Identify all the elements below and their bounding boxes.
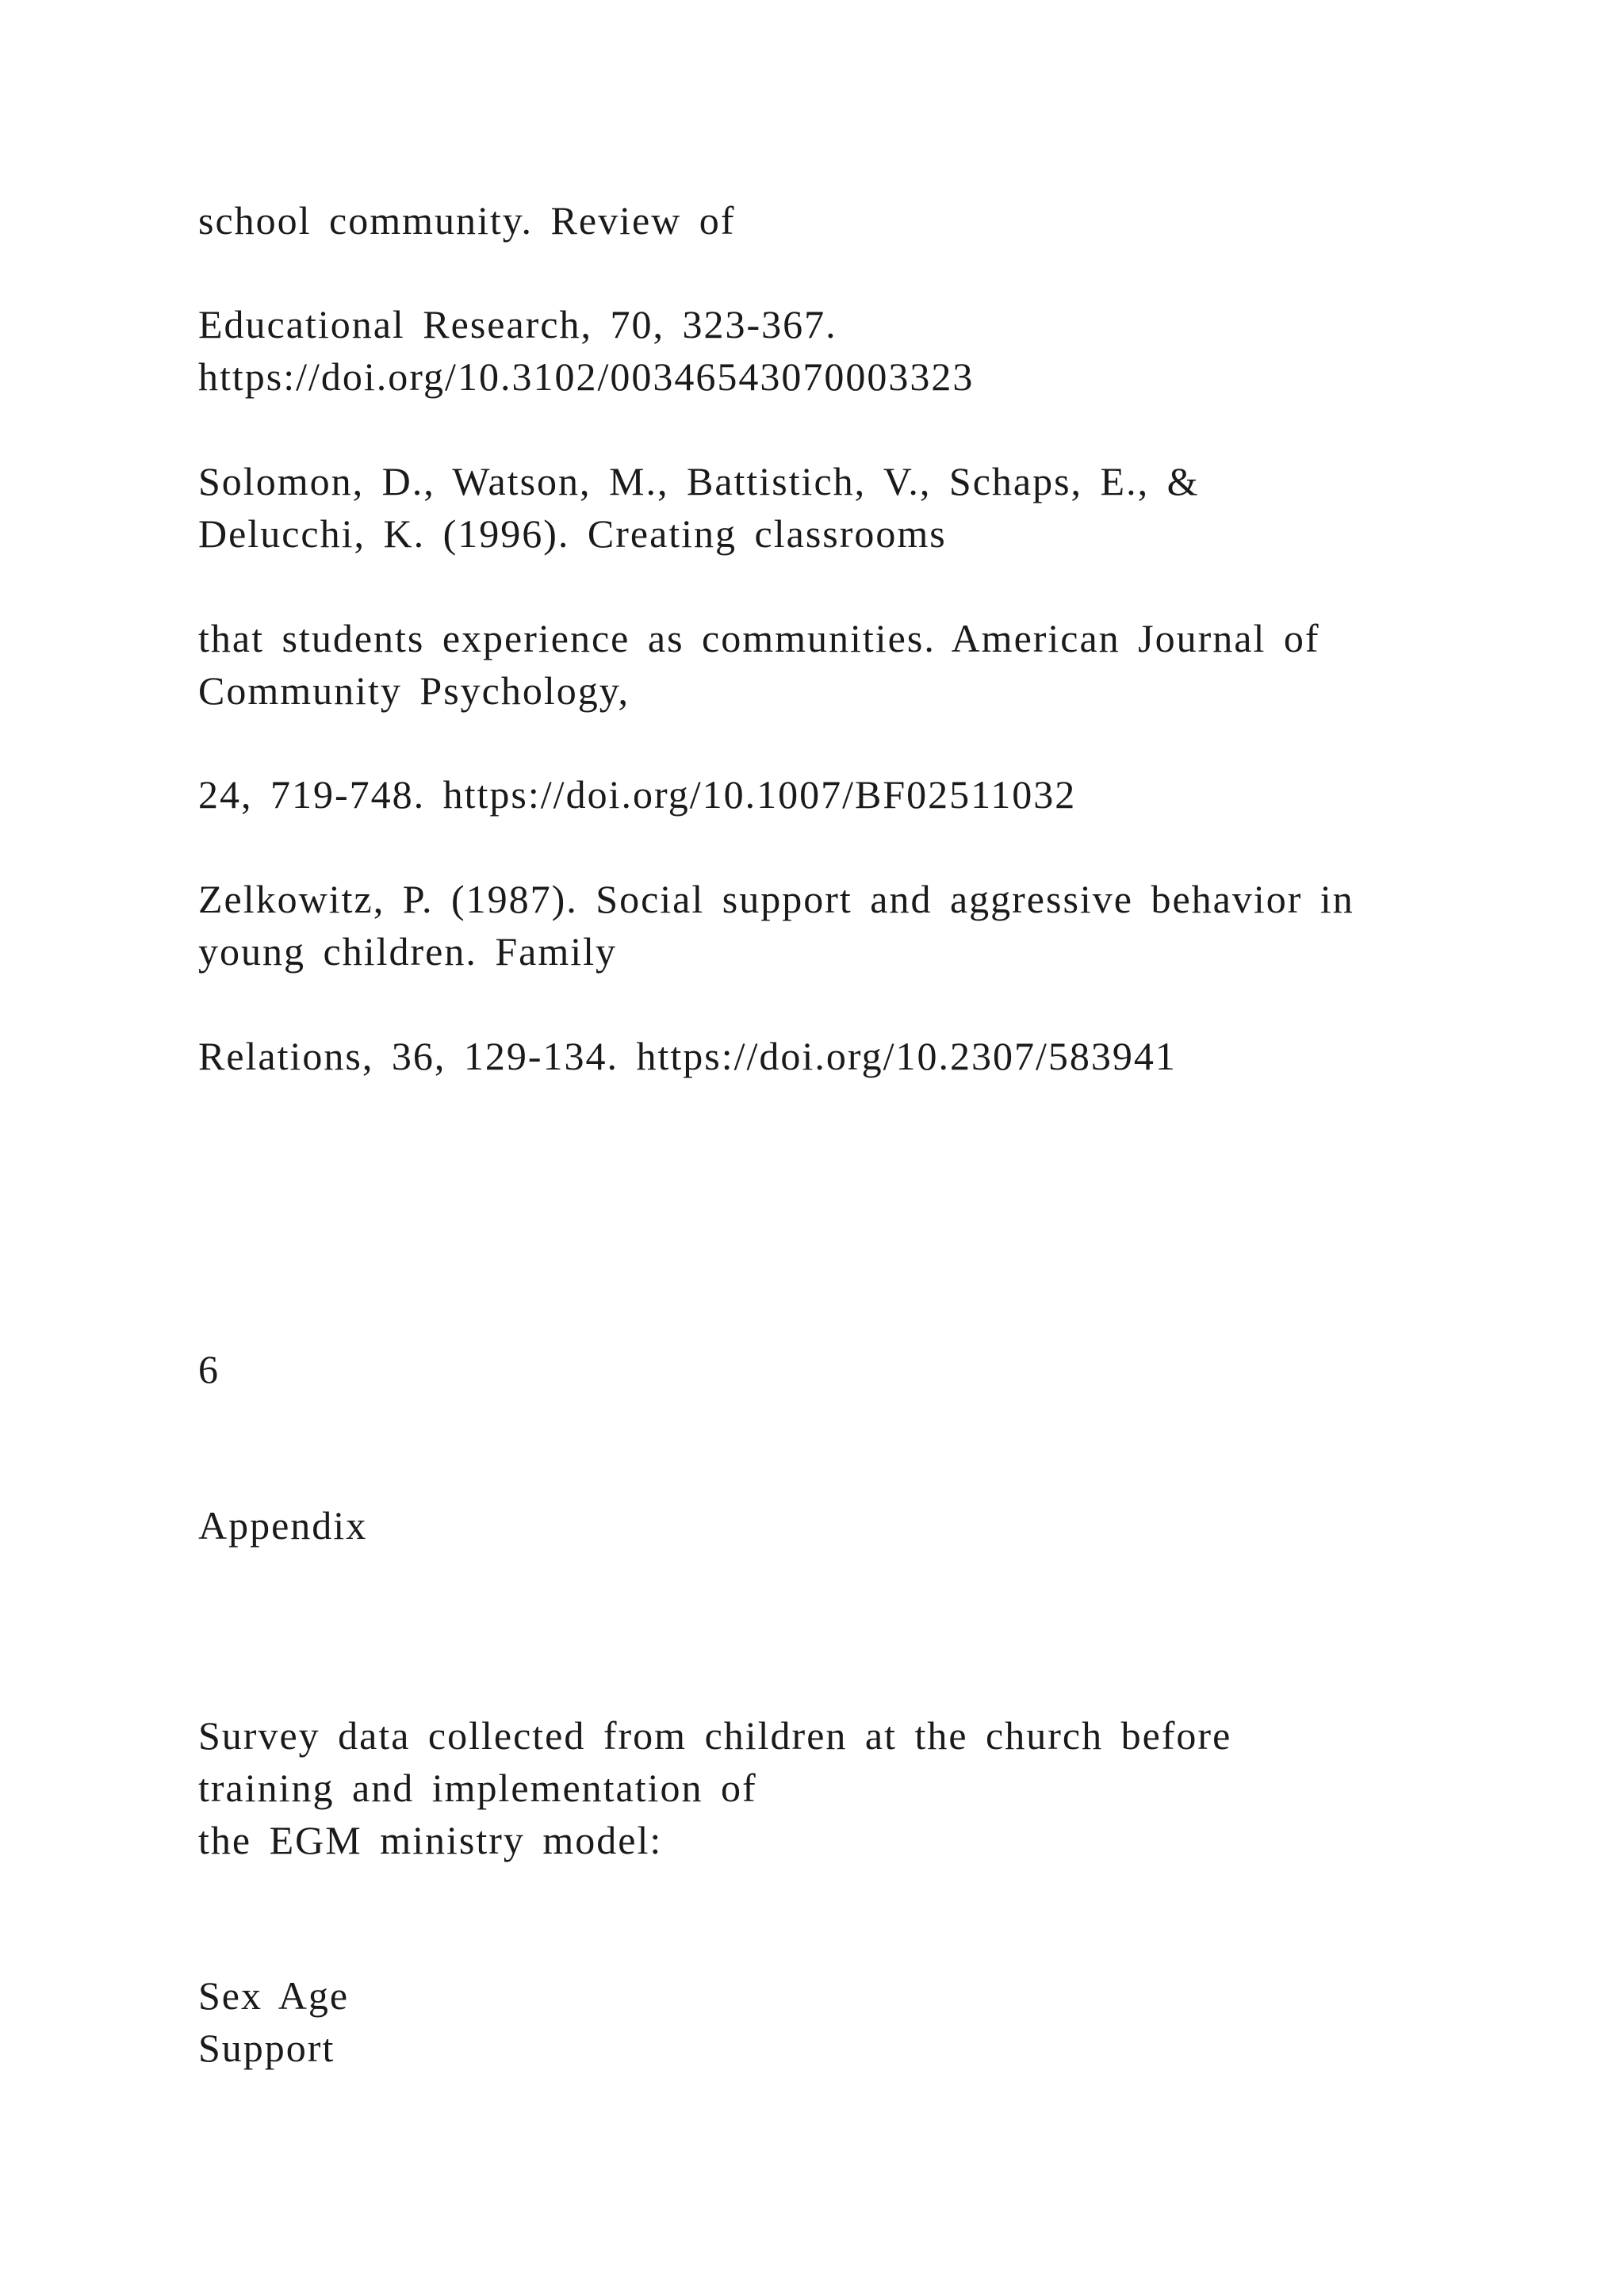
reference-doi: 24, 719-748. https://doi.org/10.1007/BF02511032	[198, 772, 1077, 817]
reference-line: Educational Research, 70, 323-367.	[198, 302, 837, 346]
table-header-line: Support	[198, 2026, 335, 2070]
reference-line: Community Psychology,	[198, 668, 630, 713]
page-number: 6	[198, 1347, 220, 1391]
reference-line: that students experience as communities. American Journal of	[198, 616, 1320, 660]
reference-line: Delucchi, K. (1996). Creating classrooms	[198, 511, 947, 556]
appendix-intro-line: Survey data collected from children at the church before	[198, 1713, 1232, 1758]
reference-line: Solomon, D., Watson, M., Battistich, V., Schaps, E., &	[198, 459, 1200, 503]
appendix-intro-line: the EGM ministry model:	[198, 1818, 663, 1862]
reference-doi: https://doi.org/10.3102/00346543070003323	[198, 354, 975, 399]
reference-line: Zelkowitz, P. (1987). Social support and aggressive behavior in	[198, 877, 1354, 921]
reference-doi: Relations, 36, 129-134. https://doi.org/10.2307/583941	[198, 1034, 1177, 1078]
reference-line: young children. Family	[198, 929, 617, 974]
table-header-line: Sex Age	[198, 1973, 350, 2018]
appendix-intro-line: training and implementation of	[198, 1766, 757, 1810]
reference-line: school community. Review of	[198, 198, 736, 243]
appendix-heading: Appendix	[198, 1503, 368, 1548]
